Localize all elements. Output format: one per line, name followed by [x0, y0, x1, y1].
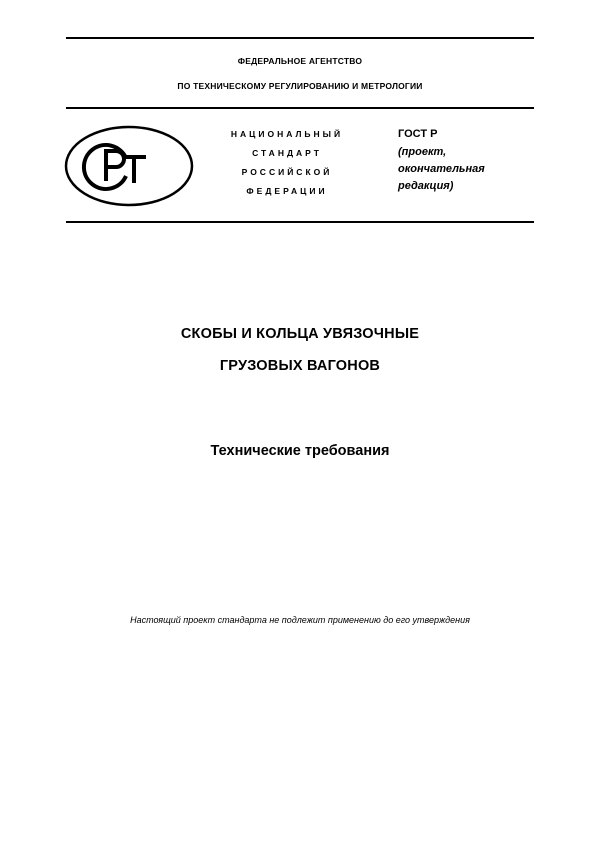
document-title-line-1: СКОБЫ И КОЛЬЦА УВЯЗОЧНЫЕ	[180, 326, 420, 342]
national-standard-line-4: ФЕДЕРАЦИИ	[246, 186, 328, 196]
gost-note-line-1: (проект,	[398, 146, 447, 158]
gost-note-line-2: окончательная	[398, 163, 485, 175]
header-bottom-rule	[66, 107, 534, 109]
gost-code: ГОСТ Р	[398, 128, 438, 140]
national-standard-line-1: НАЦИОНАЛЬНЫЙ	[230, 129, 344, 139]
agency-name-line-1: ФЕДЕРАЛЬНОЕ АГЕНТСТВО	[237, 56, 363, 66]
rst-certification-mark-icon	[64, 125, 194, 207]
national-standard-line-3: РОССИЙСКОЙ	[241, 167, 333, 177]
agency-name-line-2: ПО ТЕХНИЧЕСКОМУ РЕГУЛИРОВАНИЮ И МЕТРОЛОГИИ	[177, 81, 423, 91]
gost-draft-note	[398, 144, 518, 195]
document-subtitle: Технические требования	[210, 443, 390, 459]
logo-bottom-rule	[66, 221, 534, 223]
national-standard-line-2: СТАНДАРТ	[252, 148, 322, 158]
top-rule	[66, 37, 534, 39]
document-title-line-2: ГРУЗОВЫХ ВАГОНОВ	[219, 358, 381, 374]
gost-note-line-3: редакция)	[398, 180, 454, 192]
draft-disclaimer: Настоящий проект стандарта не подлежит применению до его утверждения	[130, 615, 470, 625]
